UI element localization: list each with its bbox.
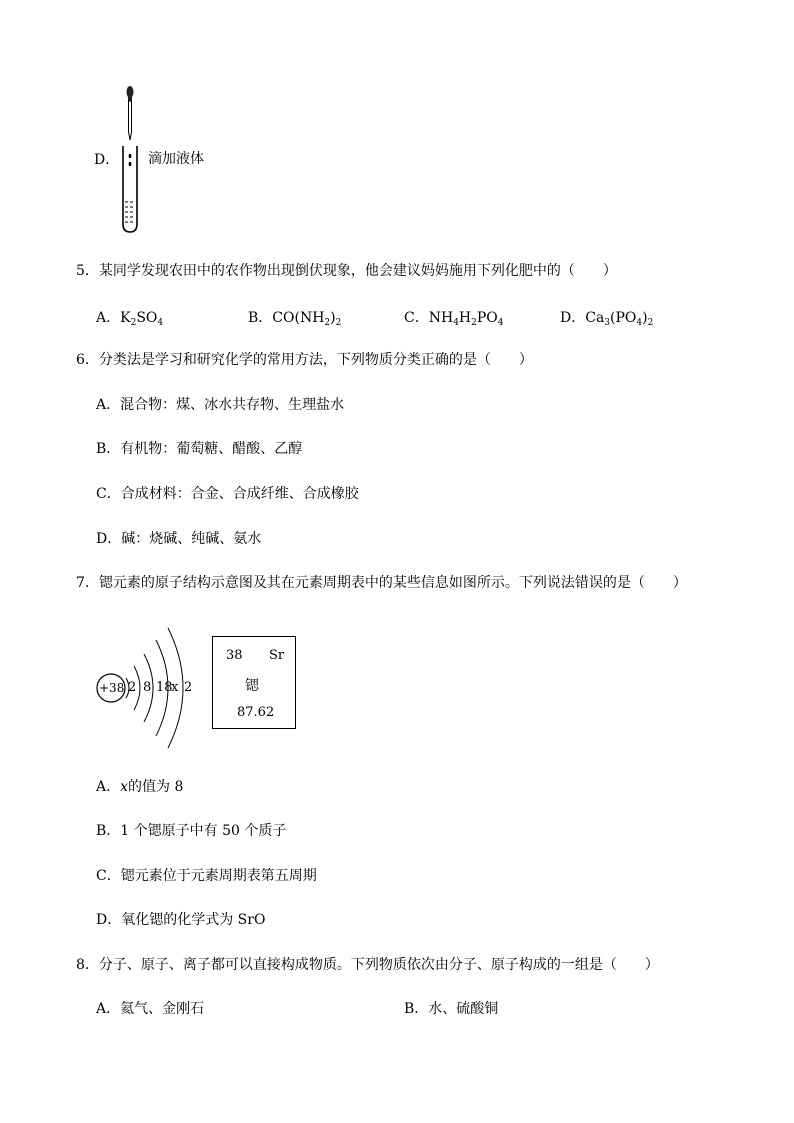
formula-part: NH [428,310,454,326]
shell-electrons: 2 [184,680,193,695]
element-name: 锶 [245,678,259,694]
element-symbol: Sr [269,648,285,663]
subscript: 2 [335,318,342,328]
q5-option-a [96,309,163,327]
subscript: 4 [497,318,504,328]
q6-option-c: C．合成材料：合金、合成纤维、合成橡胶 [96,486,359,502]
formula-part: Ca [585,310,605,326]
q5-option-c [404,309,504,327]
formula-part: ) [330,310,336,326]
q6-option-b: B．有机物：葡萄糖、醋酸、乙醇 [96,441,303,457]
q8-option-b: B．水、硫酸铜 [404,1001,499,1017]
variable-x: x [120,779,129,795]
periodic-table-cell [212,636,296,729]
q5-option-b [248,309,341,327]
subscript: 2 [324,318,331,328]
subscript: 2 [471,318,477,328]
q8-stem: 8．分子、原子、离子都可以直接构成物质。下列物质依次由分子、原子构成的一组是（ ） [76,957,659,973]
subscript: 2 [647,318,654,328]
shell-electrons: 8 [143,680,152,695]
option-label: D． [560,310,586,326]
atom-structure-diagram [92,622,202,752]
option-label: A． [96,310,121,326]
formula-part: H [458,310,472,326]
q4-option-d-caption: 滴加液体 [148,151,204,167]
subscript: 3 [604,318,611,328]
q7-option-d: D．氧化锶的化学式为 SrO [96,912,266,928]
shell-electrons: x [171,680,179,695]
q4-option-d-label: D． [94,152,120,168]
option-label: C． [404,310,429,326]
q6-option-d: D．碱：烧碱、纯碱、氨水 [96,531,262,547]
q5-stem: 5．某同学发现农田中的农作物出现倒伏现象，他会建议妈妈施用下列化肥中的（ ） [76,263,617,279]
formula-part: (PO [610,310,637,326]
q7-stem: 7．锶元素的原子结构示意图及其在元素周期表中的某些信息如图所示。下列说法错误的是（ ） [76,575,687,591]
q5-option-d [560,309,653,327]
nucleus-charge: +38 [99,681,125,695]
subscript: 4 [453,318,459,328]
q6-option-a: A．混合物：煤、冰水共存物、生理盐水 [96,397,345,413]
q7-option-b: B．1 个锶原子中有 50 个质子 [96,823,287,839]
q6-stem: 6．分类法是学习和研究化学的常用方法，下列物质分类正确的是（ ） [76,352,533,368]
formula-part: K [120,310,131,326]
formula-part: SO [136,310,158,326]
subscript: 4 [157,318,164,328]
option-label: A． [96,779,121,795]
subscript: 4 [636,318,643,328]
atomic-mass: 87.62 [237,705,275,720]
formula-part: PO [476,310,498,326]
shell-electrons: 2 [128,680,137,695]
atomic-number: 38 [226,648,243,663]
option-label: B． [248,310,273,326]
q8-option-a: A．氦气、金刚石 [96,1001,205,1017]
formula-part: ) [642,310,648,326]
q7-option-c: C．锶元素位于元素周期表第五周期 [96,868,317,884]
formula-part: CO(NH [272,310,325,326]
subscript: 2 [130,318,137,328]
q7-option-a [96,778,183,796]
shell-electrons: 18 [156,680,173,695]
option-text: 的值为 8 [128,779,184,795]
